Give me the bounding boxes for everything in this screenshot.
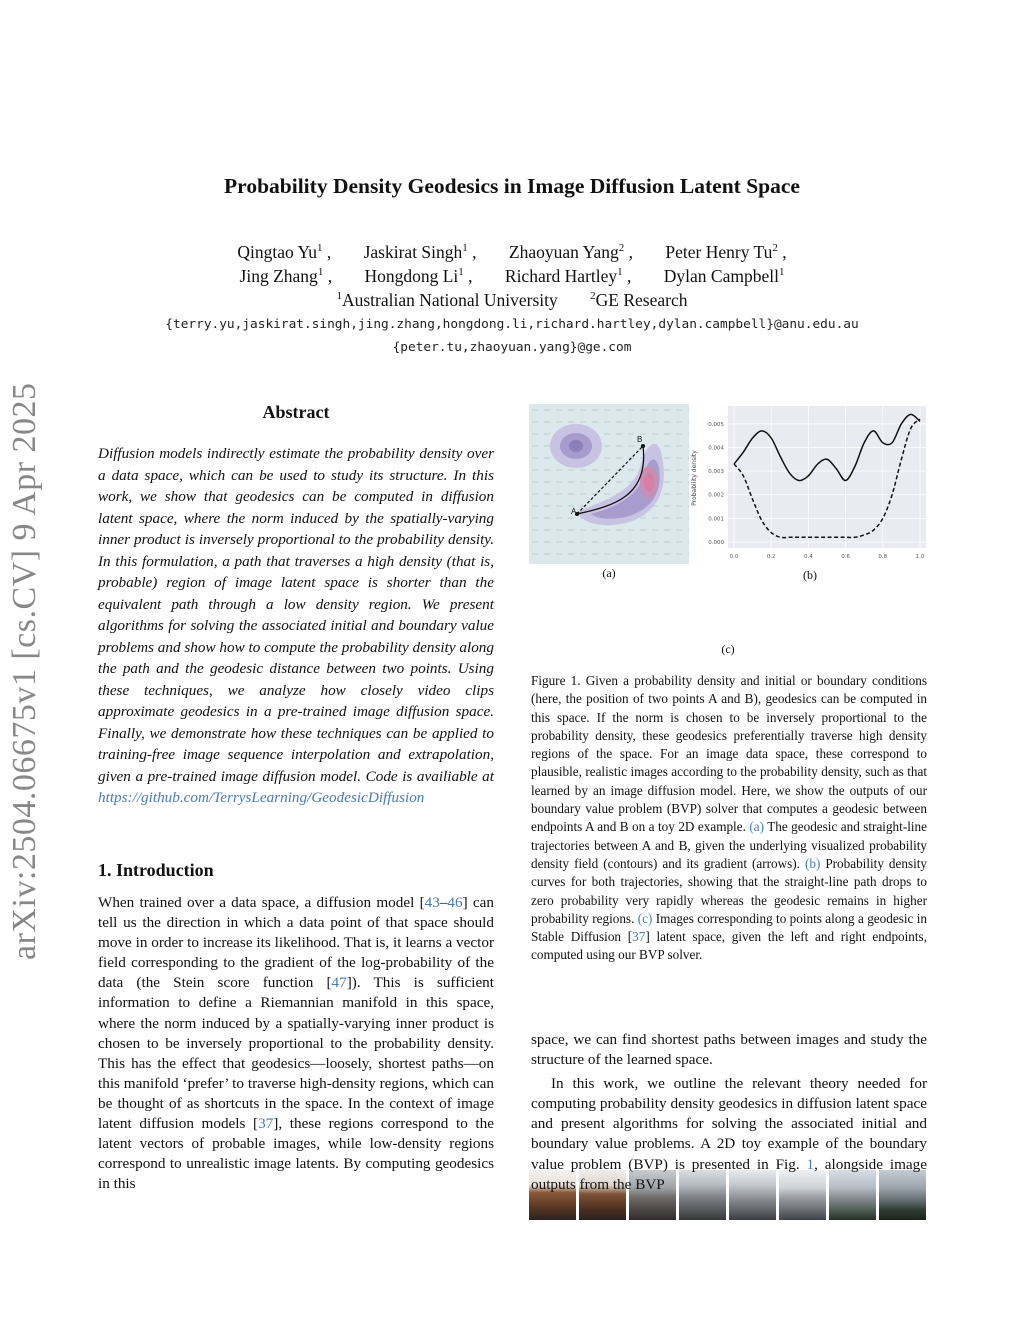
right-column-text bbox=[531, 1030, 927, 1195]
author: Dylan Campbell$^1$ bbox=[663, 266, 785, 286]
affiliation: $^1$Australian National University bbox=[336, 290, 558, 310]
author: Qingtao Yu$^1$ , bbox=[237, 242, 332, 262]
author: Peter Henry Tu$^2$ , bbox=[665, 242, 787, 262]
section-heading: 1. Introduction bbox=[98, 860, 214, 880]
gradient-arrows bbox=[529, 404, 689, 564]
affiliation: $^2$GE Research bbox=[590, 290, 688, 310]
panel-ref-link[interactable]: (b) bbox=[804, 855, 821, 871]
citation-link[interactable]: 47 bbox=[331, 974, 347, 992]
author: Jaskirat Singh$^1$ , bbox=[363, 242, 477, 262]
figure-caption: Figure 1. Given a probability density and initial or boundary conditions (here, the position of two points A and B), geodesics can be computed in this space. If the norm is chosen to be inversely proportional to the probability density, these geodesics preferentially traverse high density regions of the space. For an image data space, these correspond to plausible, realistic images according to the probability density, such as that learned by an image diffusion model. Here, we show the outputs of our boundary value problem (BVP) solver that computes a geodesic between endpoints A and B on a toy 2D example. (a) The geodesic and straight-line trajectories between A and B, given the underlying visualized probability density field (contours) and its gradient (arrows). (b) Probability density curves for both trajectories, showing that the straight-line path drops to zero probability very rapidly whereas the geodesic remains in higher probability regions. (c) Images corresponding to points along a geodesic in Stable Diffusion [37] latent space, given the left and right endpoints, computed using our BVP solver. bbox=[531, 673, 927, 963]
email-line-1: {terry.yu,jaskirat.singh,jing.zhang,hongdong.li,richard.hartley,dylan.campbell}@anu.edu.au bbox=[165, 317, 859, 332]
y-tick-label: 0.000 bbox=[708, 540, 724, 546]
citation-link[interactable]: 37 bbox=[632, 929, 646, 945]
endpoint-marker bbox=[641, 444, 645, 448]
y-tick-label: 0.005 bbox=[708, 421, 724, 428]
author: Jing Zhang$^1$ , bbox=[239, 266, 333, 286]
author: Zhaoyuan Yang$^2$ , bbox=[508, 242, 634, 262]
panel-ref-link[interactable]: (a) bbox=[749, 819, 764, 835]
point-b-label: B bbox=[637, 435, 643, 444]
paper-title: Probability Density Geodesics in Image Diffusion Latent Space bbox=[224, 174, 800, 198]
abstract-heading: Abstract bbox=[262, 402, 330, 422]
panel-a-label: (a) bbox=[602, 566, 616, 580]
citation-link[interactable]: 46 bbox=[447, 894, 463, 911]
x-tick-label: 0.0 bbox=[729, 554, 739, 560]
citation-link[interactable]: 43 bbox=[424, 894, 440, 911]
x-tick-label: 0.6 bbox=[841, 554, 850, 560]
affiliations bbox=[0, 288, 1024, 312]
citation-link[interactable]: 37 bbox=[258, 1115, 274, 1133]
figure-panel-a bbox=[529, 404, 689, 564]
intro-paragraph: When trained over a data space, a diffusion model [43–46] can tell us the direction in which a data point of that space should move in order to increase its likelihood. That is, it learns a vector field corresponding to the gradient of the log-probability of the data (the Stein score function [47]). This is sufficient information to define a Riemannian manifold in this space, where the norm induced by a spatially-varying inner product is chosen to be inversely proportional to the probability density. This has the effect that geodesics—loosely, shortest paths—on this manifold ‘prefer’ to traverse high-density regions, which can be thought of as shortcuts in the space. In the context of image latent diffusion models [37], these regions correspond to the latent vectors of probable images, while low-density regions correspond to unrealistic image latents. By computing geodesics in this bbox=[98, 894, 494, 1193]
panel-c-label: (c) bbox=[721, 642, 735, 656]
density-peak bbox=[644, 473, 654, 491]
paragraph: In this work, we outline the relevant theory needed for computing probability density geodesics in diffusion latent space and present algorithms for solving the associated initial and boundary value problems. A 2D toy example of the boundary value problem (BVP) is presented in Fig. 1, alongside image outputs from the BVP bbox=[531, 1075, 927, 1193]
y-tick-label: 0.003 bbox=[708, 469, 724, 476]
figure-panel-b-chart bbox=[690, 404, 930, 566]
arxiv-stamp: arXiv:2504.06675v1 [cs.CV] 9 Apr 2025 bbox=[6, 382, 43, 960]
figure-panel-c-strip bbox=[529, 585, 927, 635]
figure-ref-link[interactable]: 1 bbox=[806, 1155, 815, 1173]
density-contour bbox=[569, 440, 583, 452]
author: Richard Hartley$^1$ , bbox=[504, 266, 632, 286]
x-tick-label: 0.4 bbox=[804, 554, 813, 560]
paragraph: space, we can find shortest paths between images and study the structure of the learned space. bbox=[531, 1031, 927, 1069]
x-tick-label: 0.2 bbox=[766, 554, 776, 560]
x-tick-label: 0.8 bbox=[878, 554, 888, 560]
y-tick-label: 0.004 bbox=[708, 445, 724, 452]
author: Hongdong Li$^1$ , bbox=[364, 266, 473, 286]
authors-line-1 bbox=[0, 240, 1024, 264]
panel-b-label: (b) bbox=[803, 568, 817, 582]
code-link[interactable]: https://github.com/TerrysLearning/GeodesicDiffusion bbox=[98, 789, 425, 806]
email-line-2: {peter.tu,zhaoyuan.yang}@ge.com bbox=[392, 340, 632, 355]
y-tick-label: 0.002 bbox=[708, 492, 724, 499]
panel-ref-link[interactable]: (c) bbox=[637, 910, 653, 926]
abstract-body: Diffusion models indirectly estimate the probability density over a data space, which can be used to study its structure. In this work, we show that geodesics can be computed in diffusion latent space, where the norm induced by the spatially-varying inner product is inversely proportional to the probability density. In this formulation, a path that traverses a high density (that is, probable) region of image latent space is shorter than the equivalent path through a low density region. We present algorithms for solving the associated initial and boundary value problems and show how to compute the probability density along the path and the geodesic distance between two points. Using these techniques, we analyze how closely video clips approximate geodesics in a pre-trained image diffusion space. Finally, we demonstrate how these techniques can be applied to training-free image sequence interpolation and extrapolation, given a pre-trained image diffusion model. Code is availiable at https://github.com/TerrysLearning/GeodesicDiffusion bbox=[98, 445, 494, 806]
x-tick-label: 1.0 bbox=[915, 554, 925, 560]
y-axis-label: Probability density bbox=[691, 450, 698, 506]
y-tick-label: 0.001 bbox=[708, 516, 724, 523]
point-a-label: A bbox=[571, 507, 577, 516]
authors-line-2 bbox=[0, 264, 1024, 288]
